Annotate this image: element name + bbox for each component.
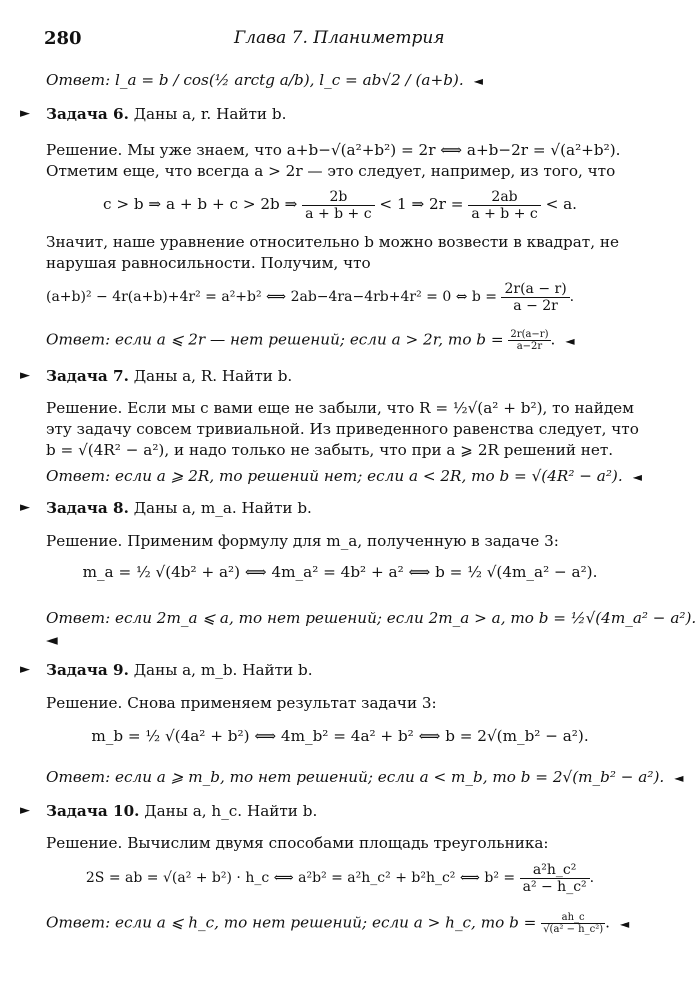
task-marker-icon: ► (20, 803, 30, 818)
task-9-heading: Задача 9. Даны a, m_b. Найти b. (46, 661, 313, 679)
page-header (44, 28, 636, 50)
task-marker-icon: ► (20, 106, 30, 121)
task-6-solution-line-4: нарушая равносильности. Получим, что (46, 254, 371, 272)
task-8-equation: m_a = ½ √(4b² + a²) ⟺ 4m_a² = 4b² + a² ⟺ b = ½ √(4m_a² − a²). (82, 563, 598, 581)
answer-task-8: Ответ: если 2m_a ⩽ a, то нет решений; если 2m_a > a, то b = ½√(4m_a² − a²). (46, 609, 696, 627)
task-marker-icon: ► (20, 662, 30, 677)
task-6-solution-line-2: Отметим еще, что всегда a > 2r — это следует, например, из того, что (46, 162, 616, 180)
task-7-solution-line-3: b = √(4R² − a²), и надо только не забыть, что при a ⩾ 2R решений нет. (46, 441, 614, 459)
task-6-inequality: c > b ⇒ a + b + c > 2b ⇒ $\frac{2b}{a + b + c}$ < 1 ⇒ 2r = $\frac{2ab}{a + b + c}$ < a. (102, 188, 578, 222)
task-7-heading: Задача 7. Даны a, R. Найти b. (46, 367, 293, 385)
task-marker-icon: ► (20, 500, 30, 515)
answer-task-7: Ответ: если a ⩾ 2R, то решений нет; если a < 2R, то b = √(4R² − a²). ◄ (46, 467, 642, 485)
task-6-solution-line-1: Решение. Мы уже знаем, что a+b−√(a²+b²) = 2r ⟺ a+b−2r = √(a²+b²). (46, 141, 621, 159)
end-marker-icon: ◄ (46, 631, 58, 649)
task-8-heading: Задача 8. Даны a, m_a. Найти b. (46, 499, 312, 517)
answer-task-6: Ответ: если a ⩽ 2r — нет решений; если a > 2r, то b = $\frac{2r(a-r)}{a-2r}$ . ◄ (46, 329, 575, 352)
task-6-equation: (a+b)² − 4r(a+b)+4r² = a²+b² ⟺ 2ab−4ra−4rb+4r² = 0 ⇔ b = $\frac{2r(a - r)}{a - 2r}$ . (46, 280, 575, 314)
task-6-solution-line-3: Значит, наше уравнение относительно b можно возвести в квадрат, не (46, 233, 619, 251)
task-9-solution-line-1: Решение. Снова применяем результат задачи 3: (46, 694, 437, 712)
chapter-title: Глава 7. Планиметрия (234, 28, 445, 48)
task-7-solution-line-2: эту задачу совсем тривиальной. Из приведенного равенства следует, что (46, 420, 639, 438)
page-number: 280 (44, 28, 82, 49)
task-10-heading: Задача 10. Даны a, h_c. Найти b. (46, 802, 318, 820)
task-marker-icon: ► (20, 368, 30, 383)
answer-task-5: Ответ: l_a = b / cos(½ arctg a/b), l_c = ab√2 / (a+b). ◄ (46, 71, 483, 89)
task-10-solution-line-1: Решение. Вычислим двумя способами площадь треугольника: (46, 834, 549, 852)
task-8-solution-line-1: Решение. Применим формулу для m_a, полученную в задаче 3: (46, 532, 559, 550)
answer-task-10: Ответ: если a ⩽ h_c, то нет решений; если a > h_c, то b = $\frac{ah\_c}{\text{√(a² − h\_c²)}}$ . ◄ (46, 912, 630, 935)
task-9-equation: m_b = ½ √(4a² + b²) ⟺ 4m_b² = 4a² + b² ⟺ b = 2√(m_b² − a²). (91, 727, 589, 745)
task-7-solution-line-1: Решение. Если мы с вами еще не забыли, что R = ½√(a² + b²), то найдем (46, 399, 634, 417)
task-6-heading: Задача 6. Даны a, r. Найти b. (46, 105, 287, 123)
answer-task-9: Ответ: если a ⩾ m_b, то нет решений; если a < m_b, то b = 2√(m_b² − a²). ◄ (46, 768, 684, 786)
task-10-equation: 2S = ab = √(a² + b²) · h_c ⟺ a²b² = a²h_c² + b²h_c² ⟺ b² = $\frac{\text{a²h\_c²}}{\text{a² − h\_c²}}$ . (85, 861, 595, 895)
